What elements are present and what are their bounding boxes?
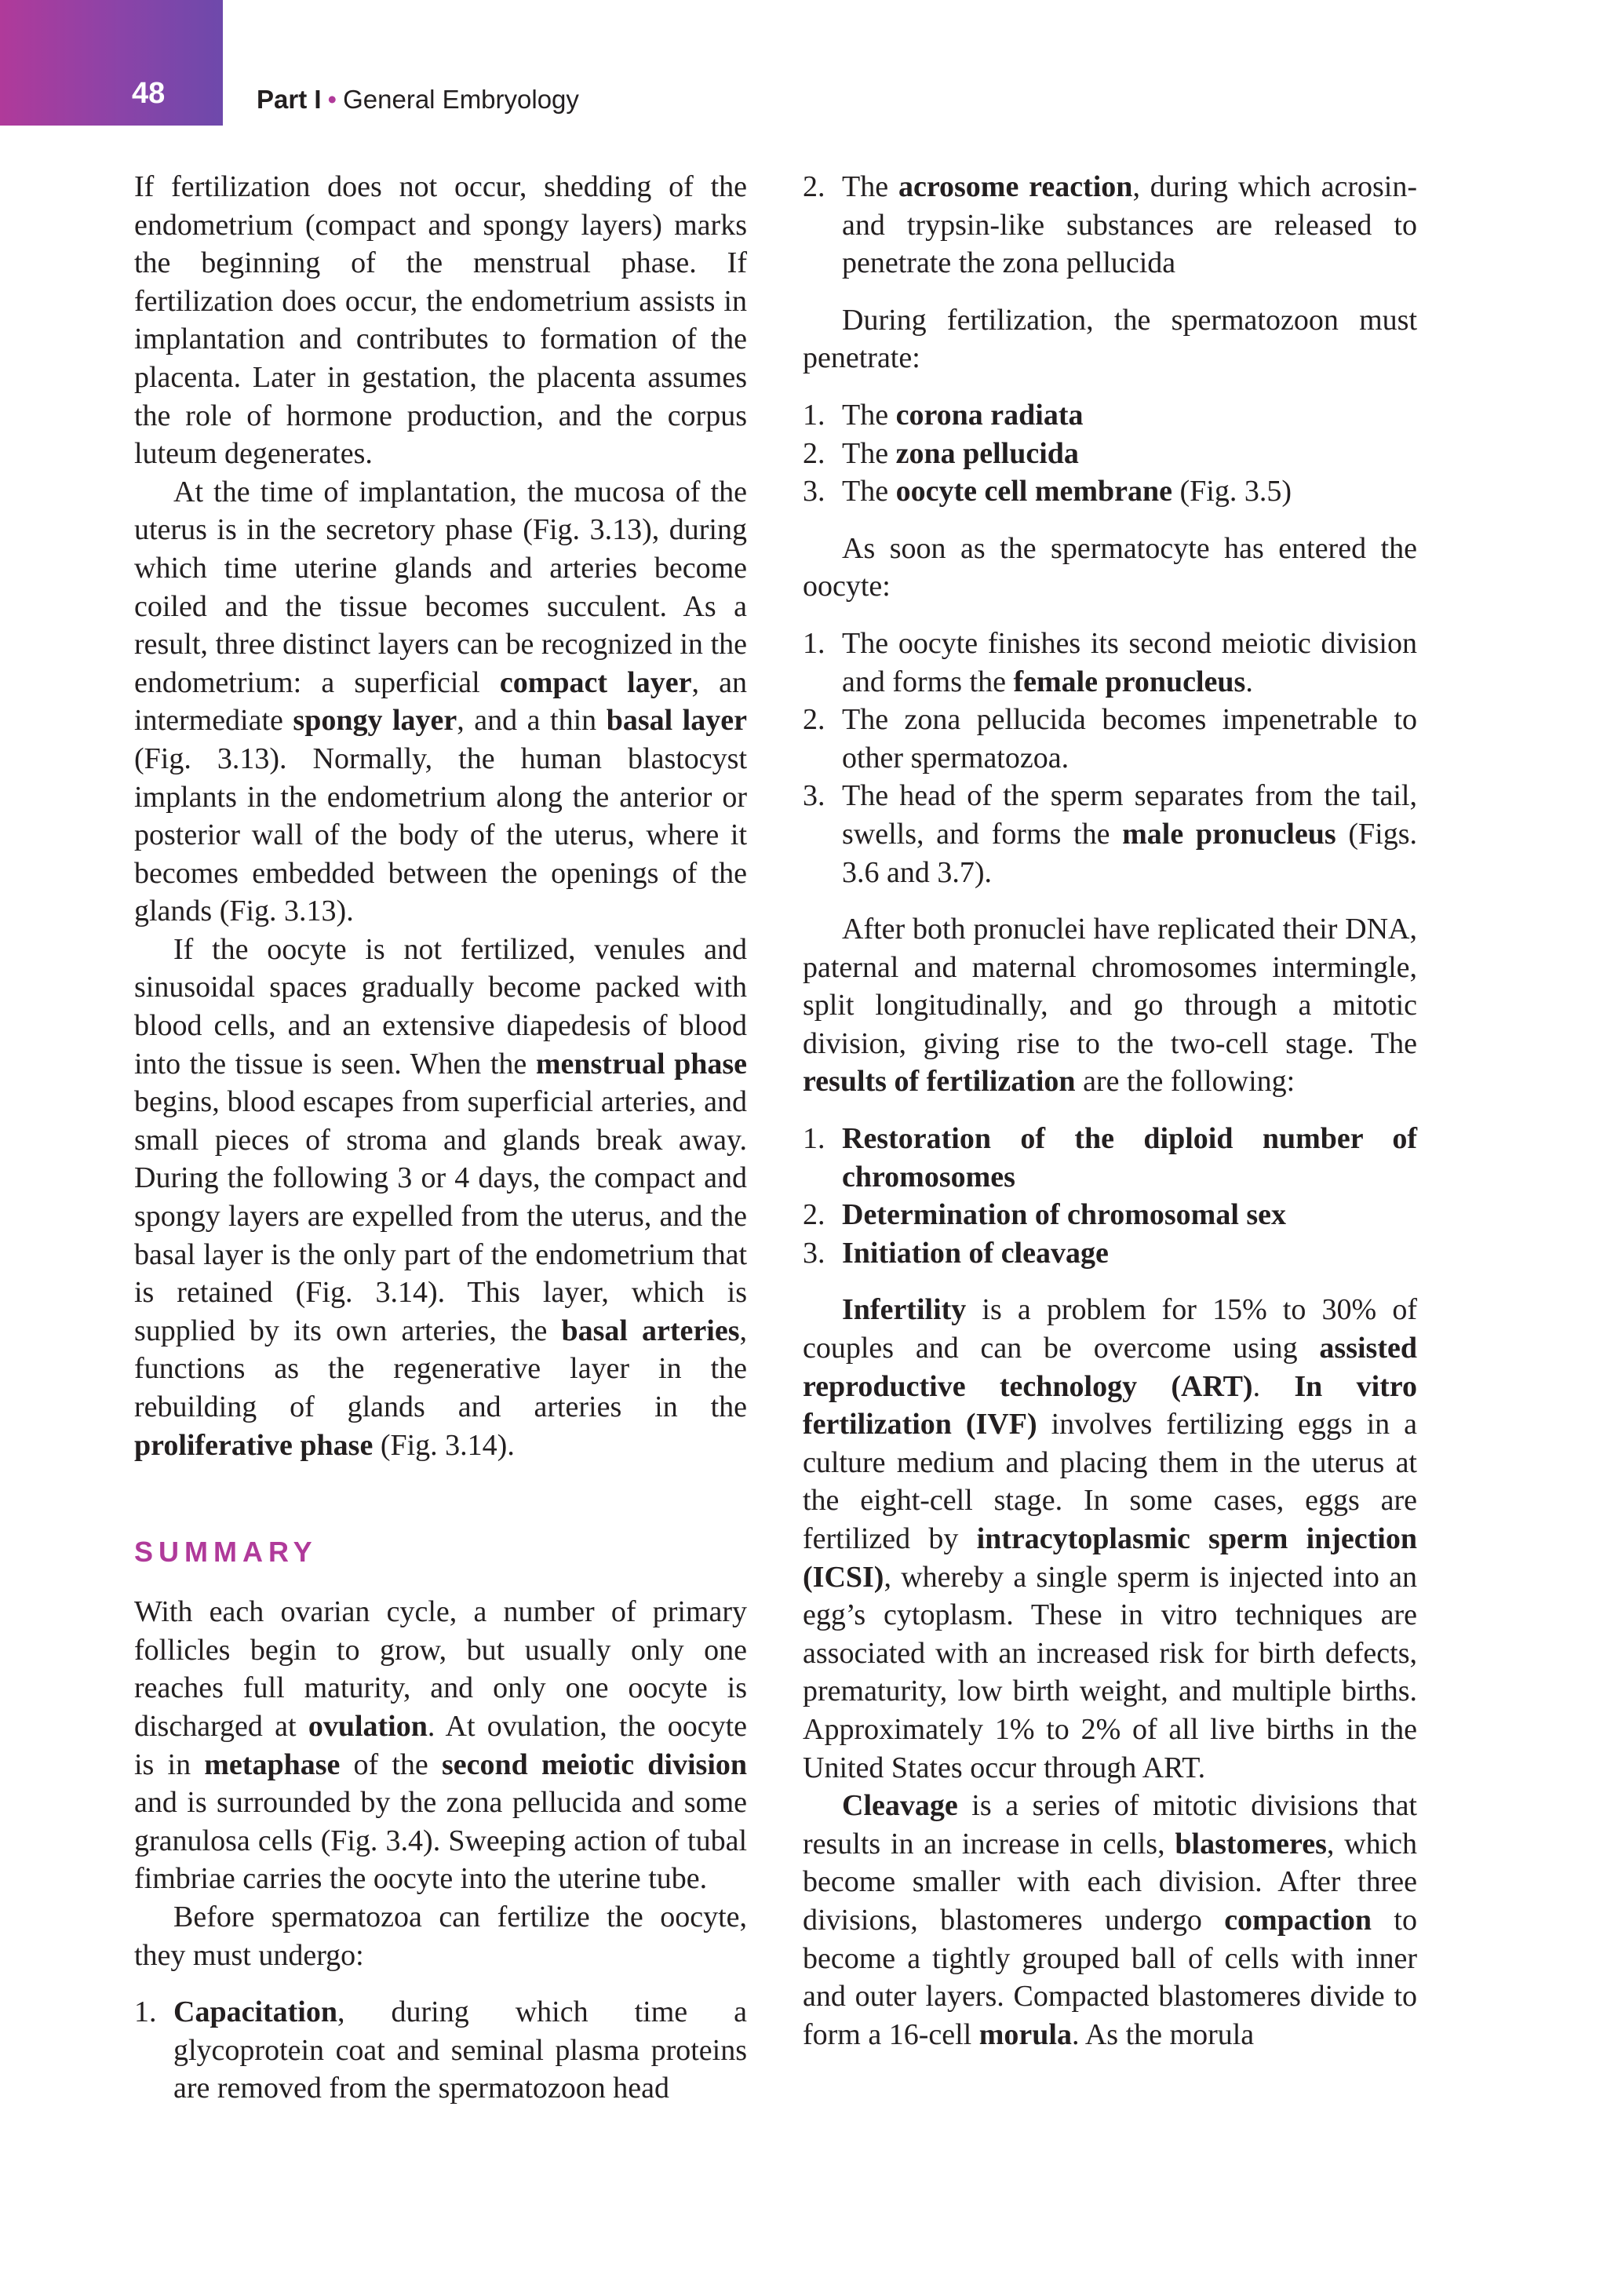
list-item: 3. The head of the sperm separates from the tail, swells, and forms the male pronucleus (Figs. 3.6 and 3.7).	[803, 779, 1417, 889]
list-item: 2. The acrosome reaction, during which acrosin- and trypsin-like substances are released to penetrate the zona pellucida	[803, 170, 1417, 280]
paragraph-pronuclei: After both pronuclei have replicated their DNA, paternal and maternal chromosomes intermingle, split longitudinally, and go through a mitotic division, giving rise to the two-cell stage. The results of fertilization are the following:	[803, 913, 1417, 1099]
list-item: 1. The oocyte finishes its second meiotic division and forms the female pronucleus.	[803, 626, 1417, 698]
paragraph-menstrual-phase: If fertilization does not occur, shedding of the endometrium (compact and spongy layers) marks the beginning of the menstrual phase. If fertilization does occur, the endometrium assists in implantation and contributes to formation of the placenta. Later in gestation, the placenta assumes the role of hormone production, and the corpus luteum degenerates.	[134, 170, 747, 471]
chapter-tab	[0, 0, 223, 126]
list-fertilization-results	[803, 1120, 1417, 1272]
list-item: 2. The zona pellucida	[803, 436, 1079, 470]
list-sperm-preparation	[134, 1993, 747, 2108]
list-item: 1. The corona radiata	[803, 398, 1084, 432]
list-item: 3. Initiation of cleavage	[803, 1236, 1109, 1270]
paragraph-infertility: Infertility is a problem for 15% to 30% of couples and can be overcome using assisted reproductive technology (ART). In vitro fertilization (IVF) involves fertilizing eggs in a culture medium and placing them in the uterus at the eight-cell stage. In some cases, eggs are fertilized by intracytoplasmic sperm injection (ICSI), whereby a single sperm is injected into an egg’s cytoplasm. These in vitro techniques are associated with an increased risk for birth defects, prematurity, low birth weight, and multiple births. Approximately 1% to 2% of all live births in the United States occur through ART.	[803, 1293, 1417, 1784]
running-head	[257, 86, 579, 112]
paragraph-not-fertilized: If the oocyte is not fertilized, venules and sinusoidal spaces gradually become packed with blood cells, and an extensive diapedesis of blood into the tissue is seen. When the menstrual phase begins, blood escapes from superficial arteries, and small pieces of stroma and glands break away. During the following 3 or 4 days, the compact and spongy layers are expelled from the uterus, and the basal layer is the only part of the endometrium that is retained (Fig. 3.14). This layer, which is supplied by its own arteries, the basal arteries, functions as the regenerative layer in the rebuilding of glands and arteries in the proliferative phase (Fig. 3.14).	[134, 932, 747, 1462]
running-head-section: General Embryology	[343, 85, 579, 114]
paragraph-cleavage: Cleavage is a series of mitotic divisions that results in an increase in cells, blastomeres, which become smaller with each division. After three divisions, blastomeres undergo compaction to become a tightly grouped ball of cells with inner and outer layers. Compacted blastomeres divide to form a 16-cell morula. As the morula	[803, 1789, 1418, 2051]
paragraph-spermatozoa-undergo: Before spermatozoa can fertilize the oocyte, they must undergo:	[134, 1900, 747, 1972]
list-penetration	[803, 396, 1417, 511]
right-column	[803, 168, 1417, 2054]
page-number: 48	[132, 77, 166, 110]
list-sperm-preparation-continued	[803, 168, 1417, 282]
list-oocyte-events	[803, 625, 1417, 891]
running-head-part: Part I	[257, 85, 322, 114]
list-item: 3. The oocyte cell membrane (Fig. 3.5)	[803, 475, 1292, 508]
list-item: 2. Determination of chromosomal sex	[803, 1198, 1287, 1232]
paragraph-ovarian-cycle: With each ovarian cycle, a number of primary follicles begin to grow, but usually only one reaches full maturity, and only one oocyte is discharged at ovulation. At ovulation, the oocyte is in metaphase of the second meiotic division and is surrounded by the zona pellucida and some granulosa cells (Fig. 3.4). Sweeping action of tubal fimbriae carries the oocyte into the uterine tube.	[134, 1595, 748, 1896]
list-item: 1. Restoration of the diploid number of chromosomes	[803, 1122, 1417, 1194]
paragraph-spermatocyte-entered: As soon as the spermatocyte has entered the oocyte:	[803, 531, 1417, 603]
left-column	[134, 168, 747, 2108]
list-item: 2. The zona pellucida becomes impenetrable to other spermatozoa.	[803, 703, 1417, 774]
paragraph-fertilization-penetrate: During fertilization, the spermatozoon must penetrate:	[803, 303, 1417, 375]
running-head-separator: •	[327, 85, 337, 114]
list-item: 1. Capacitation, during which time a glycoprotein coat and seminal plasma proteins are removed from the spermatozoon head	[134, 1995, 747, 2105]
summary-heading: SUMMARY	[134, 1536, 318, 1569]
paragraph-implantation: At the time of implantation, the mucosa of the uterus is in the secretory phase (Fig. 3.13), during which time uterine glands and arteries become coiled and the tissue becomes succulent. As a result, three distinct layers can be recognized in the endometrium: a superficial compact layer, an intermediate spongy layer, and a thin basal layer (Fig. 3.13). Normally, the human blastocyst implants in the endometrium along the anterior or posterior wall of the body of the uterus, where it becomes embedded between the openings of the glands (Fig. 3.13).	[134, 475, 747, 928]
